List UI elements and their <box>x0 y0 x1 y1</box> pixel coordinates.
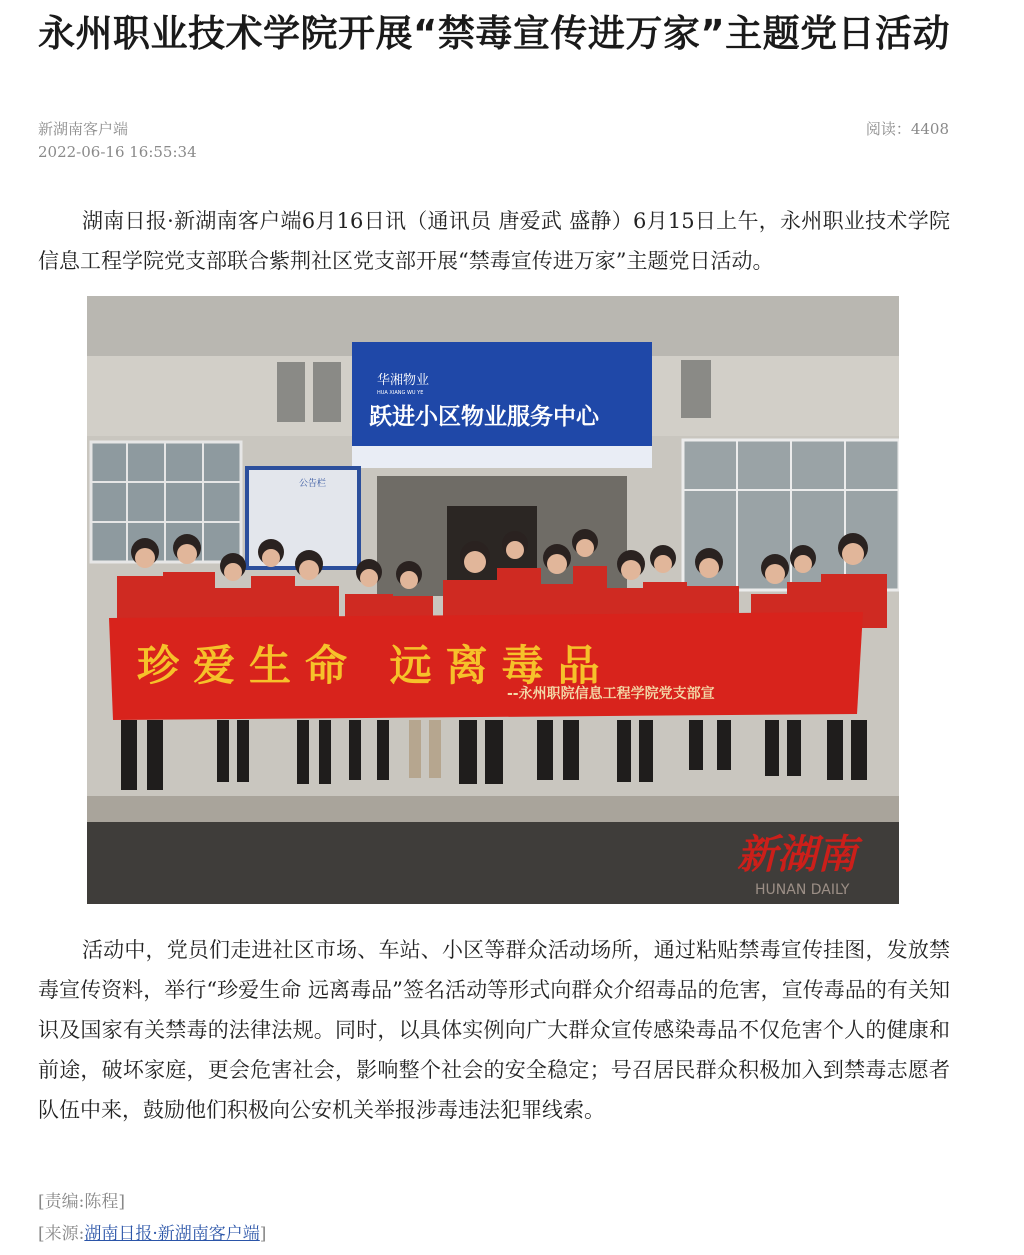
banner-main-text: 珍爱生命 远离毒品 <box>137 641 614 690</box>
source-suffix: ] <box>259 1224 267 1244</box>
article-photo <box>87 296 899 904</box>
sign-text: 跃进小区物业服务中心 <box>369 404 599 430</box>
article-title: 永州职业技术学院开展“禁毒宣传进万家”主题党日活动 <box>38 12 951 55</box>
sign-brand: 华湘物业 <box>377 373 430 388</box>
editor-prefix: [责编: <box>38 1192 85 1212</box>
sign-brand-sub: HUA XIANG WU YE <box>377 390 424 396</box>
watermark-sub: HUNAN DAILY <box>755 882 850 898</box>
source-prefix: [来源: <box>38 1224 85 1244</box>
watermark-logo: 新湖南 <box>737 831 857 878</box>
article-meta <box>38 118 197 164</box>
article-paragraph: 湖南日报·新湖南客户端6月16日讯（通讯员 唐爱武 盛静）6月15日上午，永州职业技术学院信息工程学院党支部联合紫荆社区党支部开展“禁毒宣传进万家”主题党日活动。 <box>38 209 950 273</box>
publish-datetime: 2022-06-16 16:55:34 <box>38 143 197 161</box>
editor-suffix: ] <box>118 1192 126 1212</box>
article-paragraph: 活动中，党员们走进社区市场、车站、小区等群众活动场所，通过粘贴禁毒宣传挂图，发放禁毒宣传资料，举行“珍爱生命 远离毒品”签名活动等形式向群众介绍毒品的危害，宣传毒品的有关知识及国家有关禁毒的法律法规。同时，以具体实例向广大群众宣传感染毒品不仅危害个人的健康和前途，破坏家庭，更会危害社会，影响整个社会的安全稳定；号召居民群众积极加入到禁毒志愿者队伍中来，鼓励他们积极向公安机关举报涉毒违法犯罪线索。 <box>38 938 950 1122</box>
source-link[interactable]: 湖南日报·新湖南客户端 <box>84 1224 260 1244</box>
editor-name: 陈程 <box>84 1192 119 1212</box>
group-photo-illustration <box>87 296 899 904</box>
editor-credit <box>38 1189 125 1215</box>
banner-sub-text: --永州职院信息工程学院党支部宣 <box>507 686 715 702</box>
source-name: 新湖南客户端 <box>38 120 129 138</box>
read-count: 阅读：4408 <box>865 120 949 138</box>
notice-board-label: 公告栏 <box>299 479 327 489</box>
source-credit <box>38 1221 266 1247</box>
